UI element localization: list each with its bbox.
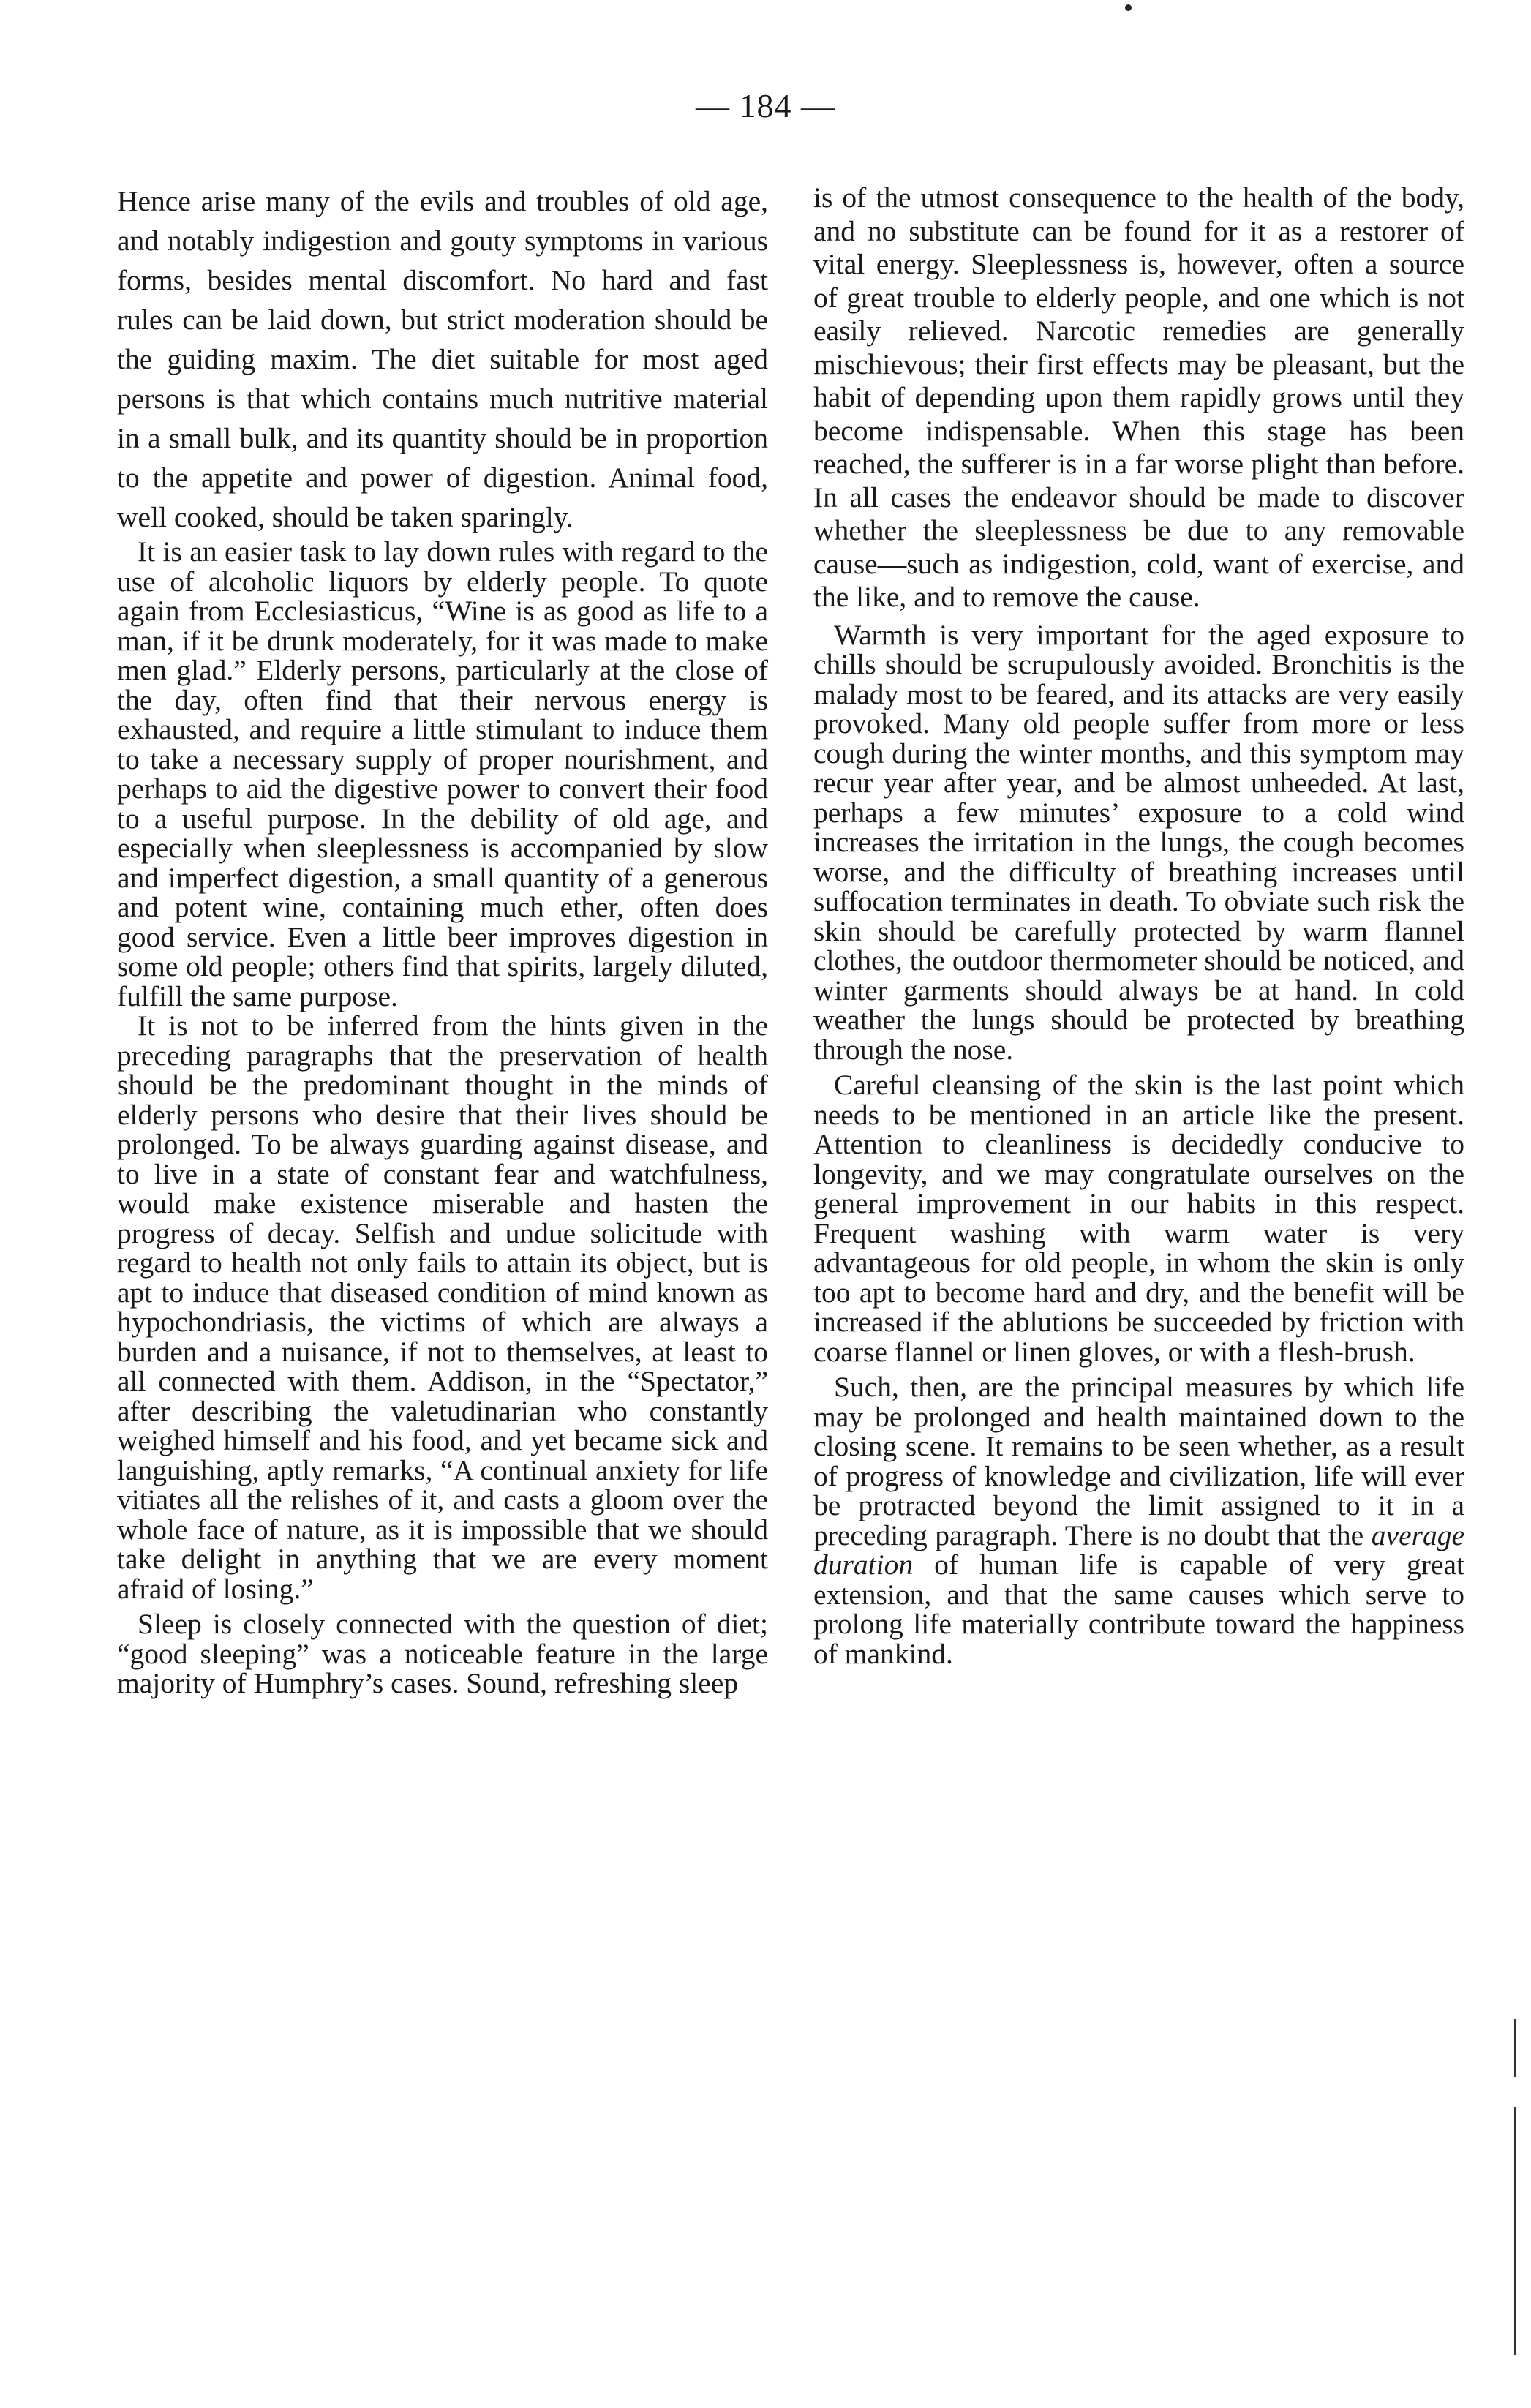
right-paragraph-4-end: of human life is capable of very great extension, and that the same causes which serve to prolong life materially contribute toward the happiness of mankind. — [813, 1549, 1464, 1670]
page-number: — 184 — — [696, 87, 835, 124]
left-paragraph-4: Sleep is closely connected with the question of diet; “good sleeping” was a noticeable feature in the large majority of Humphry’s cases. Sound, refreshing sleep — [117, 1608, 768, 1699]
emphasis-average-duration: average duration — [813, 1519, 1464, 1581]
left-paragraph-1: Hence arise many of the evils and troubles of old age, and notably indigestion and gouty symptoms in various forms, besides mental discomfort. No hard and fast rules can be laid down, but strict moderation should be the guiding maxim. The diet suitable for most aged persons is that which contains much nutritive material in a small bulk, and its quantity should be in proportion to the appetite and power of digestion. Animal food, well cooked, should be taken sparingly. — [117, 185, 768, 533]
print-speck — [1125, 4, 1132, 11]
right-paragraph-3: Careful cleansing of the skin is the last point which needs to be mentioned in an article like the present. Attention to cleanliness is decidedly conducive to longevity, and we may congratulate ourselves on the general improvement in our habits in this respect. Frequent washing with warm water is very advantageous for old people, in whom the skin is only too apt to become hard and dry, and the benefit will be increased if the ablutions be succeeded by friction with coarse flannel or linen gloves, or with a flesh-brush. — [813, 1069, 1464, 1368]
left-paragraph-3: It is not to be inferred from the hints given in the preceding paragraphs that the preservation of health should be the predominant thought in the minds of elderly persons who desire that their lives should be prolonged. To be always guarding against disease, and to live in a state of constant fear and watchfulness, would make existence miserable and hasten the progress of decay. Selfish and undue solicitude with regard to health not only fails to attain its object, but is apt to induce that diseased condition of mind known as hypochondriasis, the victims of which are always a burden and a nuisance, if not to themselves, at least to all connected with them. Addison, in the “Spectator,” after describing the valetudinarian who constantly weighed himself and his food, and yet became sick and languishing, aptly remarks, “A continual anxiety for life vitiates all the relishes of it, and casts a gloom over the whole face of nature, as it is impossible that we should take delight in anything that we are every moment afraid of losing.” — [117, 1009, 768, 1605]
left-column — [117, 181, 768, 1698]
left-paragraph-2: It is an easier task to lay down rules with regard to the use of alcoholic liquors by elderly people. To quote again from Ecclesiasticus, “Wine is as good as life to a man, if it be drunk moderately, for it was made to make men glad.” Elderly persons, particularly at the close of the day, often find that their nervous energy is exhausted, and require a little stimulant to induce them to take a necessary supply of proper nourishment, and perhaps to aid the digestive power to convert their food to a useful purpose. In the debility of old age, and especially when sleeplessness is accompanied by slow and imperfect digestion, a small quantity of a generous and potent wine, containing much ether, often does good service. Even a little beer improves digestion in some old people; others find that spirits, largely diluted, fulfill the same purpose. — [117, 535, 768, 1012]
right-paragraph-1: is of the utmost consequence to the health of the body, and no substitute can be found for it as a restorer of vital energy. Sleeplessness is, however, often a source of great trouble to elderly people, and one which is not easily relieved. Narcotic remedies are generally mischievous; their first effects may be pleasant, but the habit of depending upon them rapidly grows until they become indispensable. When this stage has been reached, the sufferer is in a far worse plight than before. In all cases the endeavor should be made to discover whether the sleeplessness be due to any removable cause—such as indigestion, cold, want of exercise, and the like, and to remove the cause. — [813, 181, 1464, 613]
scan-edge-mark — [1514, 2019, 1516, 2077]
right-paragraph-4 — [813, 1372, 1464, 1668]
right-paragraph-4-start: Such, then, are the principal measures by which life may be prolonged and health maintained down to the closing scene. It remains to be seen whether, as a result of progress of knowledge and civilization, life will ever be protracted beyond the limit assigned to it in a preceding paragraph. There is no doubt that the — [813, 1371, 1464, 1551]
scan-edge-mark — [1514, 2107, 1516, 2355]
right-column — [813, 181, 1464, 1668]
right-paragraph-2: Warmth is very important for the aged exposure to chills should be scrupulously avoided. Bronchitis is the malady most to be feared, and its attacks are very easily provoked. Many old people suffer from more or less cough during the winter months, and this symptom may recur year after year, and be almost unheeded. At last, perhaps a few minutes’ exposure to a cold wind increases the irritation in the lungs, the cough becomes worse, and the difficulty of breathing increases until suffocation terminates in death. To obviate such risk the skin should be carefully protected by warm flannel clothes, the outdoor thermometer should be noticed, and winter garments should always be at hand. In cold weather the lungs should be protected by breathing through the nose. — [813, 618, 1464, 1066]
